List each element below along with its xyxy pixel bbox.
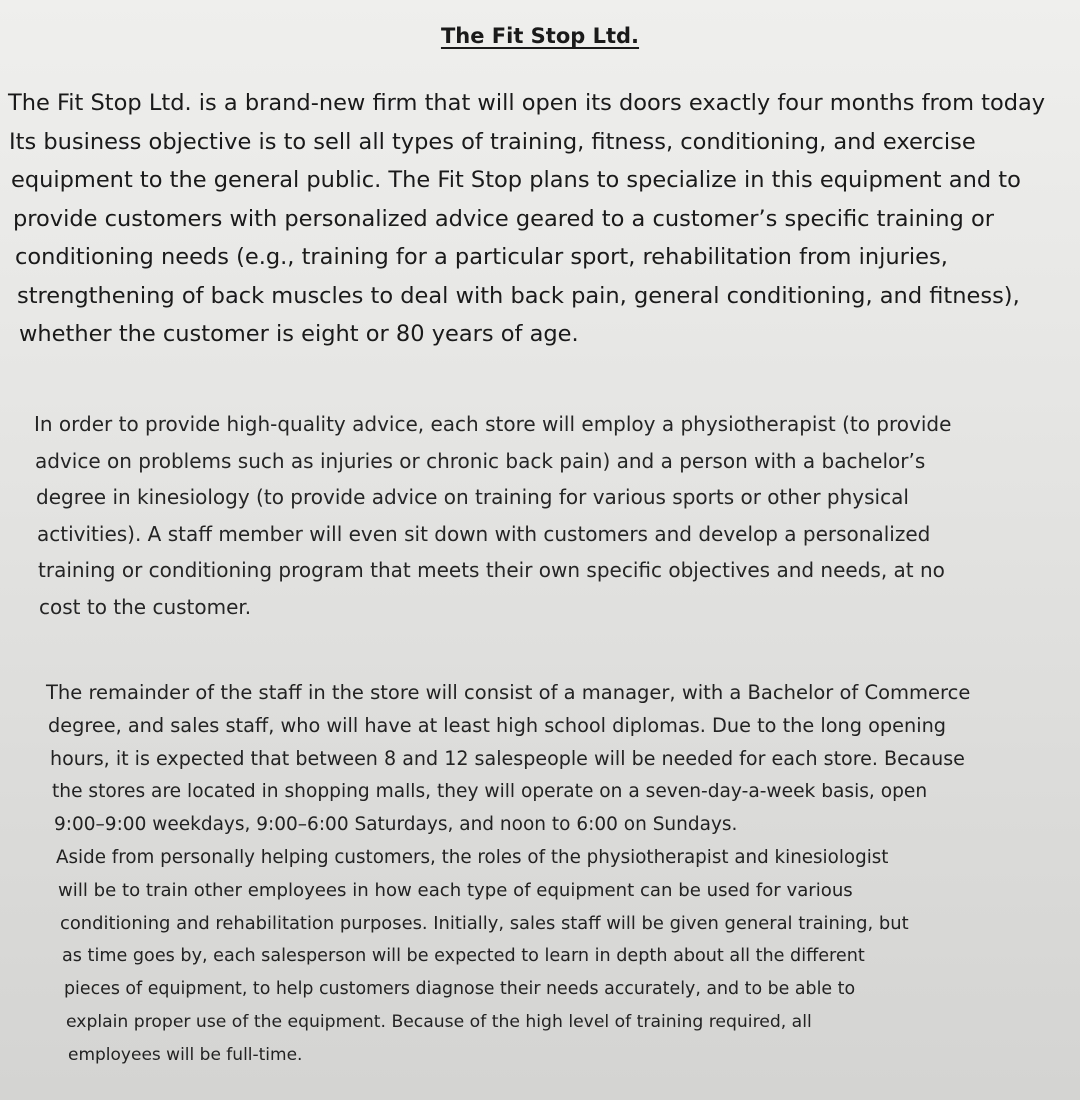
text-line: as time goes by, each salesperson will be expected to learn in depth about all the different [62, 946, 865, 966]
text-line: conditioning needs (e.g., training for a particular sport, rehabilitation from injuries, [15, 244, 948, 270]
text-line: Its business objective is to sell all types of training, fitness, conditioning, and exercise [9, 128, 976, 155]
text-line: 9:00–9:00 weekdays, 9:00–6:00 Saturdays, and noon to 6:00 on Sundays. [54, 814, 738, 835]
paragraph-staff [46, 676, 970, 1072]
text-line: advice on problems such as injuries or chronic back pain) and a person with a bachelor’s [35, 448, 926, 473]
text-line: the stores are located in shopping malls, they will operate on a seven-day-a-week basis, open [52, 781, 928, 802]
text-line: training or conditioning program that meets their own specific objectives and needs, at no [38, 558, 945, 582]
text-line: The remainder of the staff in the store will consist of a manager, with a Bachelor of Commerce [46, 681, 971, 704]
text-line: In order to provide high-quality advice, each store will employ a physiotherapist (to provide [34, 412, 952, 436]
text-line: equipment to the general public. The Fit Stop plans to specialize in this equipment and to [11, 167, 1021, 193]
text-line: explain proper use of the equipment. Because of the high level of training required, all [66, 1012, 812, 1032]
text-line: The Fit Stop Ltd. is a brand-new firm that will open its doors exactly four months from today [8, 90, 1046, 116]
text-line: strengthening of back muscles to deal with back pain, general conditioning, and fitness), [17, 282, 1020, 309]
text-line: provide customers with personalized advice geared to a customer’s specific training or [13, 205, 994, 232]
text-line: employees will be full-time. [68, 1045, 303, 1065]
text-line: conditioning and rehabilitation purposes. Initially, sales staff will be given general training, but [60, 913, 909, 934]
text-line: degree, and sales staff, who will have at least high school diplomas. Due to the long opening [48, 714, 947, 737]
text-line: degree in kinesiology (to provide advice on training for various sports or other physical [36, 485, 909, 509]
text-line: cost to the customer. [39, 594, 252, 619]
text-line: Aside from personally helping customers, the roles of the physiotherapist and kinesiologist [56, 847, 889, 868]
paragraph-advice [34, 406, 951, 625]
paragraph-intro [8, 84, 1045, 354]
text-line: activities). A staff member will even sit down with customers and develop a personalized [37, 521, 931, 546]
document-title: The Fit Stop Ltd. [440, 24, 640, 48]
text-line: pieces of equipment, to help customers diagnose their needs accurately, and to be able to [64, 979, 856, 999]
text-line: hours, it is expected that between 8 and 12 salespeople will be needed for each store. Because [50, 747, 965, 770]
text-line: will be to train other employees in how each type of equipment can be used for various [58, 880, 853, 901]
text-line: whether the customer is eight or 80 years of age. [19, 321, 579, 347]
